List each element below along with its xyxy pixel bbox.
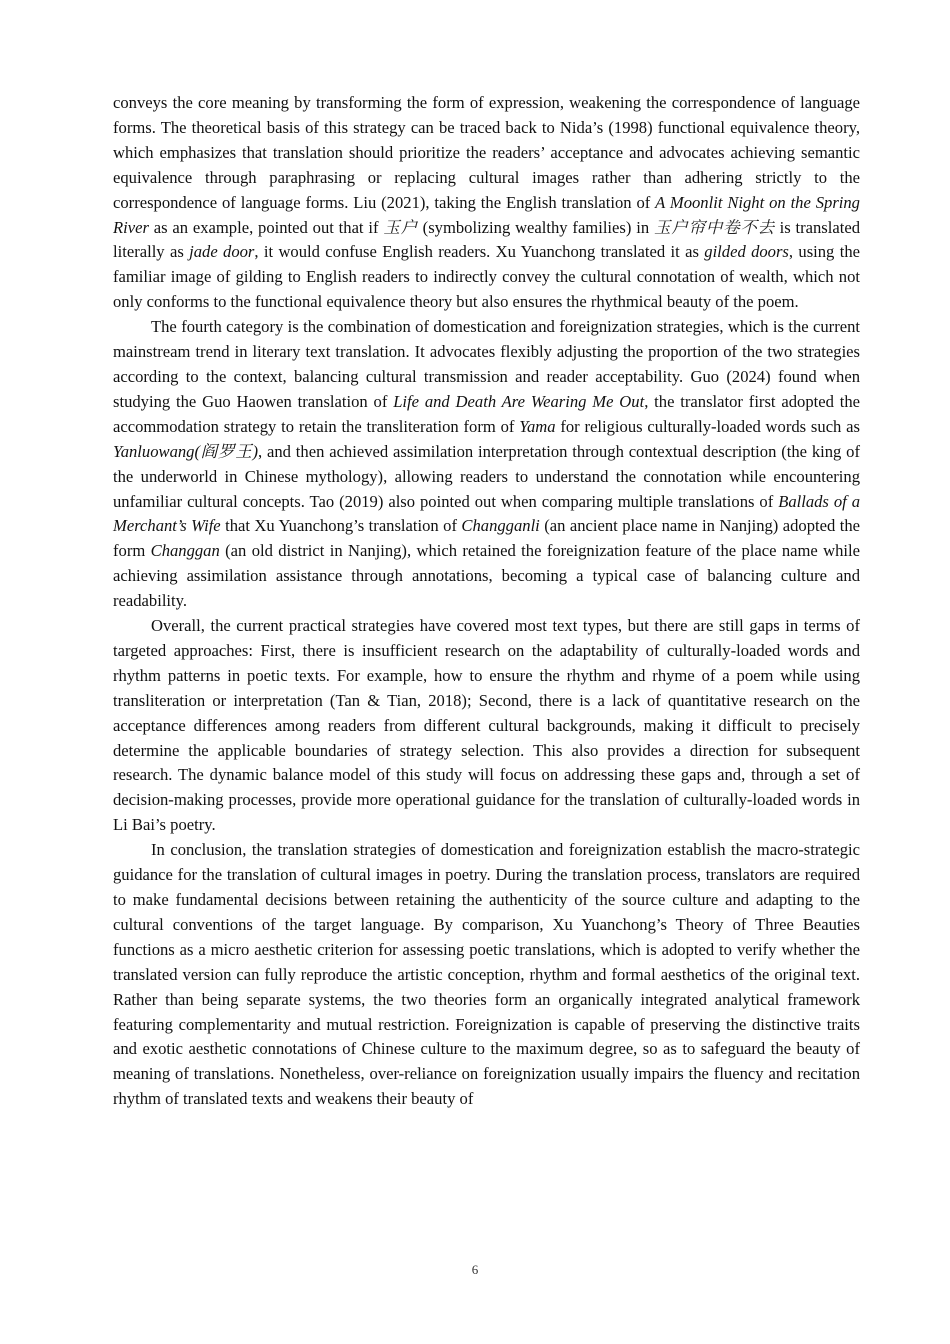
text-run: , using the familiar image of gilding to English readers to indirectly convey the cultural connotation of wealth, which not only conforms to the functional equivalence theory but also ensures the rhythmical beauty of the poem. <box>113 242 860 312</box>
italic-term: Changgan <box>150 541 220 561</box>
italic-term: Yama <box>519 416 556 436</box>
work-title: Ballads of a Merchant’s Wife <box>113 491 860 536</box>
paragraph-1 <box>113 91 860 315</box>
italic-term: jade door <box>189 242 255 262</box>
italic-term: Yanluowang(阎罗王) <box>113 441 259 461</box>
paragraph-3: Overall, the current practical strategies have covered most text types, but there are still gaps in terms of targeted approaches: First, there is insufficient research on the adaptability of culturally-loaded words and rhythm patterns in poetic texts. For example, how to ensure the rhythm and rhyme of a poem while using transliteration or interpretation (Tan & Tian, 2018); Second, there is a lack of quantitative research on the acceptance differences among readers from different cultural backgrounds, making it difficult to precisely determine the applicable boundaries of strategy selection. This also provides a direction for subsequent research. The dynamic balance model of this study will focus on addressing these gaps and, through a set of decision-making processes, provide more operational guidance for the translation of culturally-loaded words in Li Bai’s poetry. <box>113 616 860 835</box>
text-run: that Xu Yuanchong’s translation of <box>220 516 462 536</box>
chinese-term: 玉户 <box>383 217 418 237</box>
text-run: for religious culturally-loaded words such as <box>555 416 860 436</box>
page-body <box>113 91 860 1112</box>
work-title: Life and Death Are Wearing Me Out <box>393 391 645 411</box>
page-number: 6 <box>471 1262 479 1277</box>
text-run: (symbolizing wealthy families) in <box>417 217 654 237</box>
chinese-verse: 玉户帘中卷不去 <box>653 217 775 237</box>
text-run: , and then achieved assimilation interpretation through contextual description (the king of the underworld in Chinese mythology), allowing readers to understand the connotation while encountering unfamiliar cultural concepts. Tao (2019) also pointed out when comparing multiple translations of <box>113 441 860 511</box>
text-run: is translated literally as <box>113 217 861 262</box>
italic-term: gilded doors <box>704 242 789 262</box>
paragraph-2 <box>113 315 860 614</box>
text-run: , the translator first adopted the accommodation strategy to retain the transliteration form of <box>113 391 860 436</box>
text-run: (an ancient place name in Nanjing) adopted the form <box>113 516 860 561</box>
text-run: The fourth category is the combination of domestication and foreignization strategies, which is the current mainstream trend in literary text translation. It advocates flexibly adjusting the proportion of the two strategies according to the context, balancing cultural transmission and reader acceptability. Guo (2024) found when studying the Guo Haowen translation of <box>113 317 860 411</box>
text-run: , it would confuse English readers. Xu Yuanchong translated it as <box>254 242 705 262</box>
text-run: (an old district in Nanjing), which retained the foreignization feature of the place name while achieving assimilation assistance through annotations, becoming a typical case of balancing culture and readability. <box>113 541 861 611</box>
work-title: A Moonlit Night on the Spring River <box>113 192 860 237</box>
paragraph-4: In conclusion, the translation strategies of domestication and foreignization establish the macro-strategic guidance for the translation of cultural images in poetry. During the translation process, translators are required to make fundamental decisions between retaining the authenticity of the source culture and adapting to the cultural conventions of the target language. By comparison, Xu Yuanchong’s Theory of Three Beauties functions as a micro aesthetic criterion for assessing poetic translations, which is adopted to verify whether the translated version can fully reproduce the artistic conception, rhythm and formal aesthetics of the original text. Rather than being separate systems, the two theories form an organically integrated analytical framework featuring complementarity and mutual restriction. Foreignization is capable of preserving the distinctive traits and exotic aesthetic connotations of Chinese culture to the maximum degree, so as to safeguard the beauty of meaning of translations. Nonetheless, over-reliance on foreignization usually impairs the fluency and recitation rhythm of translated texts and weakens their beauty of <box>113 840 860 1109</box>
italic-term: Changganli <box>461 516 540 536</box>
text-run: conveys the core meaning by transforming the form of expression, weakening the correspondence of language forms. The theoretical basis of this strategy can be traced back to Nida’s (1998) functional equivalence theory, which emphasizes that translation should prioritize the readers’ acceptance and advocates achieving semantic equivalence through paraphrasing or replacing cultural images rather than adhering strictly to the correspondence of language forms. Liu (2021), taking the English translation of <box>113 93 860 212</box>
text-run: as an example, pointed out that if <box>148 217 384 237</box>
